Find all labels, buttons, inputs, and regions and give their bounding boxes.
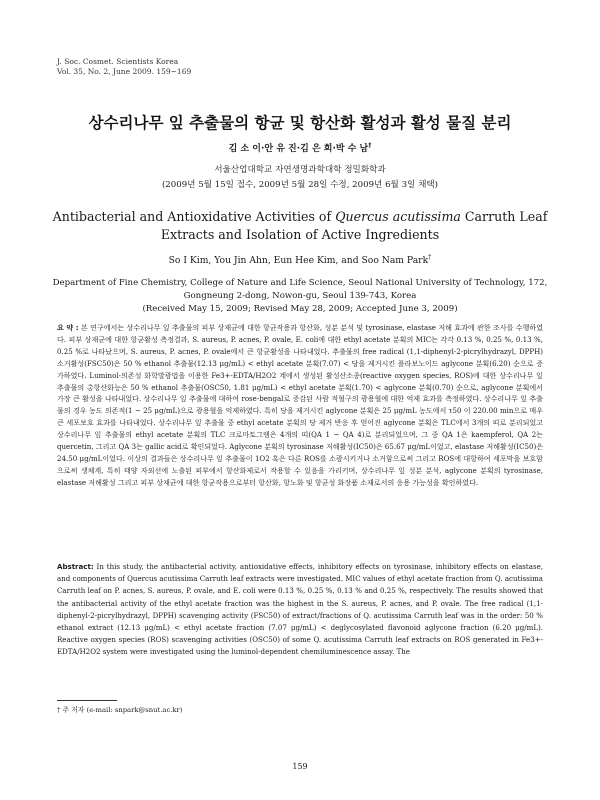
korean-affiliation-dept: 서울산업대학교 자연생명과학대학 정밀화학과 [214, 165, 386, 175]
english-author-names: So I Kim, You Jin Ahn, Eun Hee Kim, and Soo Nam Park [168, 255, 429, 266]
english-affiliation-line1: Department of Fine Chemistry, College of Nature and Life Science, Seoul National University of Technology, 172, [52, 278, 548, 288]
korean-affiliation [0, 163, 600, 193]
korean-dates: (2009년 5월 15일 접수, 2009년 5월 28일 수정, 2009년 6월 3일 채택) [161, 180, 439, 190]
korean-abstract-label: 요 약 : [57, 323, 79, 332]
english-title-part1: Antibacterial and Antioxidative Activities of [52, 209, 336, 224]
korean-title: 상수리나무 잎 추출물의 항균 및 항산화 활성과 활성 물질 분리 [88, 114, 512, 132]
english-abstract-text: In this study, the antibacterial activity, antioxidative effects, inhibitory effects on tyrosinase, inhibitory effects on elastase, and components of Quercus acutissima Carruth leaf extracts were investigated. MIC values of ethyl acetate fraction from Q. acutissima Carruth leaf on P. acnes, S. aureus, P. ovale, and E. coli were 0.13 %, 0.25 %, 0.13 % and 0.25 %, respectively. The results showed that the antibacterial activity of the ethyl acetate fraction was the highest in the S. aureus, P. acnes, and P. ovale. The free radical (1,1-diphenyl-2-picrylhydrazyl, DPPH) scavenging activity (FSC50) of extract/fractions of Q. acutissima Carruth leaf was in the order: 50 % ethanol extract (12.13 μg/mL) < ethyl acetate fraction (7.07 μg/mL) < deglycosylated flavonoid aglycone fraction (6.20 μg/mL). Reactive oxygen species (ROS) scavenging activities (OSC50) of some Q. acutissima Carruth leaf extracts on ROS generated in Fe3+-EDTA/H2O2 system were investigated using the luminol-dependent chemiluminescence assay. The [57, 562, 543, 657]
korean-author-names: 김 소 이·안 유 진·김 은 희·박 수 남 [228, 144, 369, 154]
english-authors [0, 252, 600, 266]
journal-name: J. Soc. Cosmet. Scientists Korea [57, 57, 179, 66]
english-dates: (Received May 15, 2009; Revised May 28, 2009; Accepted June 3, 2009) [142, 304, 458, 314]
english-title-part2: Carruth Leaf Extracts and Isolation of Active Ingredients [160, 209, 548, 242]
journal-header [57, 57, 191, 77]
english-affiliation [30, 277, 570, 316]
korean-authors [0, 141, 600, 154]
footnote: † 주 저자 (e-mail: snpark@snut.ac.kr) [57, 706, 183, 714]
english-title-species: Quercus acutissima [335, 209, 461, 224]
journal-volume: Vol. 35, No. 2, June 2009. 159~169 [57, 67, 192, 76]
english-abstract [57, 561, 543, 659]
korean-abstract-text: 본 연구에서는 상수리나무 잎 추출물의 피부 상재균에 대한 항균작용과 항산화, 성분 분석 및 tyrosinase, elastase 저해 효과에 관한 조사를 수행하였다. 피부 상재균에 대한 항균활성 측정결과, S. aureus, P. acnes, P. ovale, E. coli에 대한 ethyl acetate 분획의 MIC는 각각 0.13 %, 0.25 %, 0.13 %, 0.25 %로 나타났으며, S. aureus, P. acnes, P. ovale에서 큰 항균활성을 나타내었다. 추출물의 free radical (1,1-diphenyl-2-picrylhydrazyl, DPPH) 소거활성(FSC50)은 50 % ethanol 추출물(12.13 μg/mL) < ethyl acetate 분획(7.07) < 당을 제거시킨 플라보노이드 aglycone 분획(6.20) 순으로 증가하였다. Luminol-의존성 화학발광법을 이용한 Fe3+-EDTA/H2O2 계에서 생성된 활성산소종(reactive oxygen species, ROS)에 대한 상수리나무 잎 추출물의 총항산화능은 50 % ethanol 추출물(OSC50, 1.81 μg/mL) < ethyl acetate 분획(1.70) < aglycone 분획(0.70) 순으로, aglycone 분획에서 가장 큰 활성을 나타내었다. 상수리나무 잎 추출물에 대하여 rose-bengal로 증감된 사람 적혈구의 광용혈에 대한 억제 효과를 측정하였다. 상수리나무 잎 추출물의 경우 농도 의존적(1 ~ 25 μg/mL)으로 광용혈을 억제하였다. 특히 당을 제거시킨 aglycone 분획은 25 μg/mL 농도에서 τ50 이 220.00 min으로 매우 큰 세포보호 효과를 나타내었다. 상수리나무 잎 추출물 중 ethyl acetate 분획의 당 제거 반응 후 얻어진 aglycone 분획은 TLC에서 3개의 띠로 분리되었고 상수리나무 잎 추출물의 ethyl acetate 분획의 TLC 크로마토그램은 4개의 띠(QA 1 ~ QA 4)로 분리되었으며, 그 중 QA 1은 kaempferol, QA 2는 quercetin, 그리고 QA 3는 gallic acid로 확인되었다. Aglycone 분획의 tyrosinase 저해활성(IC50)은 65.67 μg/mL이었고, elastase 저해활성(IC50)은 24.50 μg/mL이었다. 이상의 결과들은 상수리나무 잎 추출물이 1O2 혹은 다른 ROS를 소광시키거나 소거함으로써 그리고 ROS에 대항하여 세포막을 보호함으로써 생체계, 특히 태양 자외선에 노출된 피부에서 항산화제로서 작용할 수 있음을 가리키며, 상수리나무 잎 성분 분석, aglycone 분획의 tyrosinase, elastase 저해활성 그리고 피부 상재균에 대한 항균작용으로부터 항산화, 항노화 및 항균성 화장품 소재로서의 응용 가능성을 확인하였다. [57, 323, 544, 487]
english-affiliation-line2: Gongneung 2-dong, Nowon-gu, Seoul 139-743, Korea [183, 291, 417, 301]
korean-abstract [57, 322, 543, 489]
page-number: 159 [292, 762, 308, 771]
footnote-divider [57, 700, 117, 701]
corresponding-mark: † [368, 142, 372, 149]
english-corresponding-mark: † [428, 252, 432, 261]
english-title [40, 208, 560, 244]
english-abstract-label: Abstract: [57, 562, 94, 571]
